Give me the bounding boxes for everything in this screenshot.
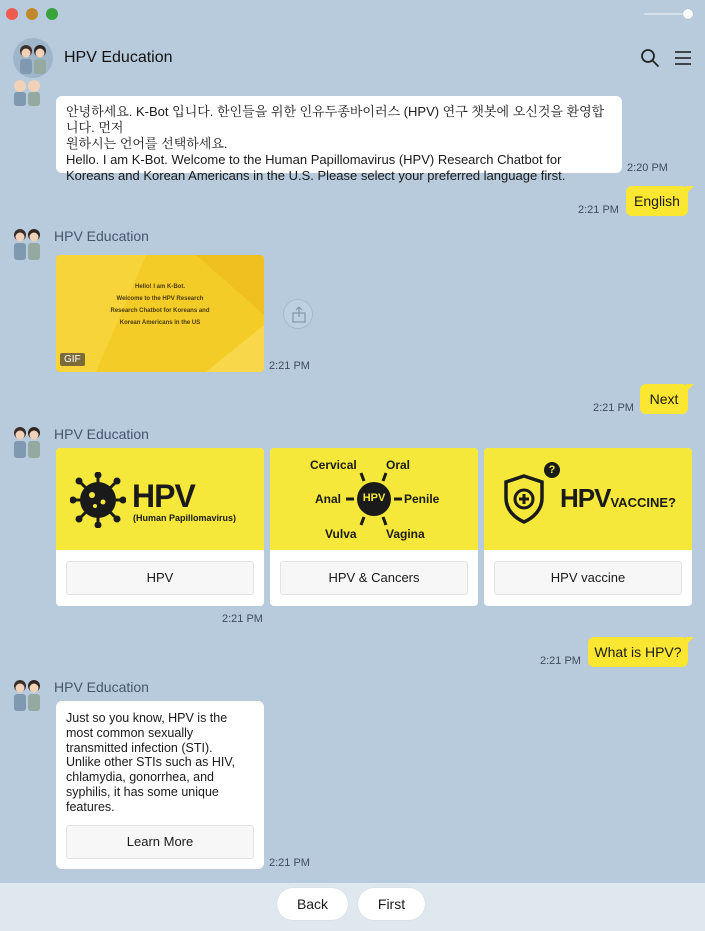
bot-avatar-icon bbox=[8, 80, 46, 106]
bot-avatar-icon[interactable] bbox=[8, 226, 46, 262]
diagram-label-penile: Penile bbox=[404, 492, 440, 506]
message-timestamp: 2:21 PM bbox=[269, 857, 310, 869]
maximize-window-button[interactable] bbox=[46, 8, 58, 20]
bot-name-label: HPV Education bbox=[54, 679, 149, 695]
card-hpv-title: HPV bbox=[132, 478, 195, 514]
welcome-line: Hello. I am K-Bot. Welcome to the Human Papillomavirus (HPV) Research Chatbot for bbox=[66, 152, 562, 167]
diagram-label-vagina: Vagina bbox=[386, 527, 425, 541]
gif-line: Korean Americans in the US bbox=[119, 320, 201, 326]
user-message-english: English bbox=[626, 186, 688, 216]
bot-name-label: HPV Education bbox=[54, 426, 149, 442]
bot-avatar-icon[interactable] bbox=[8, 677, 46, 713]
welcome-gif-card[interactable] bbox=[56, 255, 264, 372]
message-timestamp: 2:21 PM bbox=[222, 613, 263, 625]
message-timestamp: 2:21 PM bbox=[269, 360, 310, 372]
diagram-label-anal: Anal bbox=[315, 492, 342, 506]
welcome-line: 안녕하세요. K-Bot 입니다. 한인들을 위한 인유두종바이러스 (HPV) 연구 챗봇에 오신것을 환영합니다. 먼저 bbox=[66, 104, 605, 135]
info-line: features. bbox=[66, 799, 115, 814]
bot-welcome-message bbox=[56, 96, 622, 183]
welcome-line: Koreans and Korean Americans in the U.S. Please select your preferred language first. bbox=[66, 168, 566, 183]
card-image-cancers bbox=[270, 448, 478, 550]
info-line: Just so you know, HPV is the bbox=[66, 711, 228, 725]
card-image-vaccine bbox=[484, 448, 692, 550]
question-badge-icon: ? bbox=[548, 464, 556, 476]
share-icon bbox=[284, 300, 314, 330]
quick-reply-bar bbox=[0, 883, 705, 931]
share-button[interactable] bbox=[283, 299, 313, 329]
bot-name-label: HPV Education bbox=[54, 228, 149, 244]
message-timestamp: 2:20 PM bbox=[627, 162, 668, 174]
card-vaccine-suffix: VACCINE? bbox=[610, 495, 676, 510]
hamburger-menu-icon[interactable] bbox=[674, 50, 692, 66]
first-button[interactable]: First bbox=[358, 888, 425, 920]
card-vaccine-title bbox=[560, 483, 676, 514]
carousel-card-hpv-vaccine bbox=[484, 448, 692, 606]
close-window-button[interactable] bbox=[6, 8, 18, 20]
info-line: syphilis, it has some unique bbox=[66, 784, 219, 799]
diagram-label-vulva: Vulva bbox=[325, 527, 357, 541]
diagram-center-label: HPV bbox=[362, 492, 386, 504]
diagram-label-cervical: Cervical bbox=[310, 458, 357, 472]
bot-avatar-icon[interactable] bbox=[8, 424, 46, 460]
gif-line: Research Chatbot for Koreans and bbox=[110, 308, 210, 314]
hpv-button[interactable]: HPV bbox=[66, 561, 254, 595]
user-message-what-is-hpv: What is HPV? bbox=[588, 637, 688, 667]
bot-avatar-icon[interactable] bbox=[12, 38, 54, 78]
message-timestamp: 2:21 PM bbox=[593, 402, 634, 414]
hpv-vaccine-button[interactable]: HPV vaccine bbox=[494, 561, 682, 595]
carousel-card-hpv-cancers bbox=[270, 448, 478, 606]
opacity-slider-track[interactable] bbox=[644, 13, 688, 15]
info-line: Unlike other STIs such as HIV, bbox=[66, 755, 236, 770]
learn-more-button[interactable]: Learn More bbox=[66, 825, 254, 859]
info-line: chlamydia, gonorrhea, and bbox=[66, 770, 215, 785]
diagram-label-oral: Oral bbox=[386, 458, 411, 472]
minimize-window-button[interactable] bbox=[26, 8, 38, 20]
welcome-line: 원하시는 언어를 선택하세요. bbox=[66, 136, 228, 151]
opacity-slider-knob[interactable] bbox=[683, 9, 693, 19]
message-timestamp: 2:21 PM bbox=[540, 655, 581, 667]
hpv-cancers-button[interactable]: HPV & Cancers bbox=[280, 561, 468, 595]
back-button[interactable]: Back bbox=[277, 888, 348, 920]
card-image-hpv bbox=[56, 448, 264, 550]
gif-line: Welcome to the HPV Research bbox=[116, 296, 204, 302]
user-message-next: Next bbox=[640, 384, 688, 414]
virus-icon bbox=[70, 472, 126, 528]
info-line: most common sexually bbox=[66, 725, 194, 740]
search-icon[interactable] bbox=[640, 48, 660, 68]
info-line: transmitted infection (STI). bbox=[66, 740, 213, 755]
gif-badge: GIF bbox=[60, 353, 85, 366]
card-vaccine-hpv: HPV bbox=[560, 483, 611, 513]
message-timestamp: 2:21 PM bbox=[578, 204, 619, 216]
gif-caption bbox=[110, 283, 210, 331]
carousel-card-hpv bbox=[56, 448, 264, 606]
card-hpv-subtitle: (Human Papillomavirus) bbox=[133, 513, 237, 523]
gif-line: Hello! I am K-Bot. bbox=[134, 284, 185, 290]
chat-title: HPV Education bbox=[64, 49, 173, 66]
